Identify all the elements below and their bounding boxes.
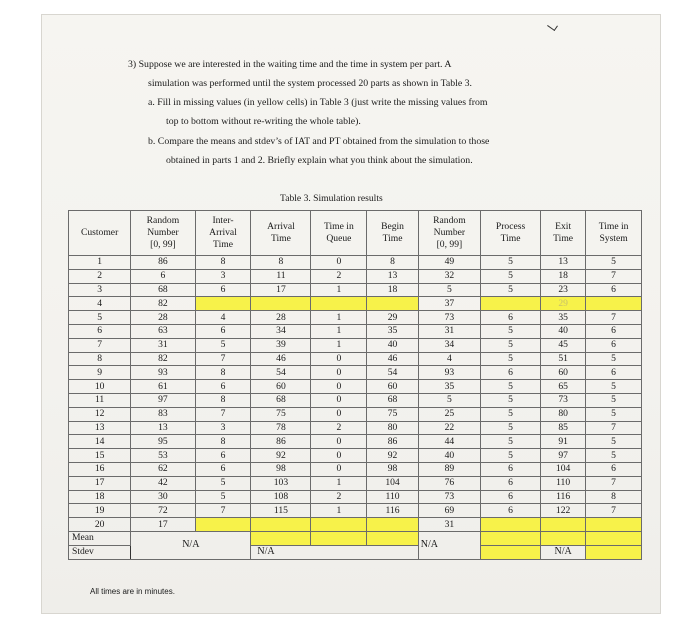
header-customer: Customer [69, 211, 131, 256]
cell-arrival[interactable] [251, 518, 311, 532]
cell-system: 5 [586, 393, 642, 407]
cell-random-iat: 62 [131, 462, 195, 476]
cell-system: 7 [586, 269, 642, 283]
table-row [69, 476, 642, 490]
cell-random-iat: 6 [131, 269, 195, 283]
cell-system: 6 [586, 324, 642, 338]
header-inter-arrival-time: Inter- Arrival Time [195, 211, 251, 256]
table-row [69, 421, 642, 435]
cell-begin: 68 [367, 393, 419, 407]
cell-customer: 3 [69, 283, 131, 297]
mean-exit[interactable] [541, 531, 586, 545]
cell-exit[interactable]: 29 [541, 297, 586, 311]
cell-queue: 0 [311, 407, 367, 421]
cell-system: 5 [586, 256, 642, 270]
cell-system: 5 [586, 449, 642, 463]
cell-inter-arrival: 7 [195, 504, 251, 518]
cell-random-iat: 82 [131, 297, 195, 311]
cell-random-pt: 5 [418, 393, 480, 407]
stdev-na-arrival: N/A [251, 545, 418, 559]
cell-random-iat: 61 [131, 380, 195, 394]
cell-queue: 0 [311, 462, 367, 476]
cell-random-pt: 69 [418, 504, 480, 518]
cell-begin: 80 [367, 421, 419, 435]
cell-begin: 13 [367, 269, 419, 283]
table-row [69, 380, 642, 394]
cell-customer: 17 [69, 476, 131, 490]
cell-system: 5 [586, 352, 642, 366]
cell-system[interactable] [586, 297, 642, 311]
cell-customer: 20 [69, 518, 131, 532]
simulation-results-table [68, 210, 642, 560]
cell-system: 5 [586, 407, 642, 421]
cell-customer: 18 [69, 490, 131, 504]
cell-process: 5 [481, 380, 541, 394]
cell-inter-arrival: 8 [195, 256, 251, 270]
table-row [69, 449, 642, 463]
cell-begin: 8 [367, 256, 419, 270]
mean-queue[interactable] [311, 531, 367, 545]
cell-random-pt: 31 [418, 324, 480, 338]
cell-exit: 60 [541, 366, 586, 380]
table-caption: Table 3. Simulation results [280, 193, 383, 204]
cell-queue: 1 [311, 504, 367, 518]
cell-begin: 104 [367, 476, 419, 490]
cell-customer: 13 [69, 421, 131, 435]
table-row [69, 490, 642, 504]
cell-customer: 8 [69, 352, 131, 366]
table-row [69, 435, 642, 449]
cell-arrival: 8 [251, 256, 311, 270]
cell-random-pt: 22 [418, 421, 480, 435]
cell-inter-arrival: 5 [195, 476, 251, 490]
mean-row [69, 531, 642, 545]
cell-arrival: 39 [251, 338, 311, 352]
cell-exit: 104 [541, 462, 586, 476]
cell-customer: 9 [69, 366, 131, 380]
cell-queue: 0 [311, 256, 367, 270]
cell-exit: 18 [541, 269, 586, 283]
cell-customer: 12 [69, 407, 131, 421]
cell-process: 5 [481, 449, 541, 463]
cell-begin: 46 [367, 352, 419, 366]
table-row [69, 256, 642, 270]
header-random-number-pt: Random Number [0, 99] [418, 211, 480, 256]
cell-inter-arrival: 7 [195, 352, 251, 366]
table-row [69, 352, 642, 366]
cell-queue[interactable] [311, 297, 367, 311]
cell-system: 7 [586, 311, 642, 325]
cell-arrival: 28 [251, 311, 311, 325]
mean-stdev-na-iat: N/A [131, 531, 251, 559]
cell-exit: 51 [541, 352, 586, 366]
cell-customer: 6 [69, 324, 131, 338]
cell-process: 5 [481, 421, 541, 435]
cell-queue: 1 [311, 311, 367, 325]
cell-random-pt: 76 [418, 476, 480, 490]
cell-random-iat: 42 [131, 476, 195, 490]
mean-process-time[interactable] [481, 531, 541, 545]
cell-inter-arrival: 7 [195, 407, 251, 421]
cell-queue: 0 [311, 393, 367, 407]
cell-random-pt: 44 [418, 435, 480, 449]
cell-system[interactable] [586, 518, 642, 532]
cell-queue: 2 [311, 269, 367, 283]
mean-label: Mean [69, 531, 131, 545]
cell-arrival: 34 [251, 324, 311, 338]
cell-random-iat: 86 [131, 256, 195, 270]
cell-exit: 65 [541, 380, 586, 394]
cell-begin: 116 [367, 504, 419, 518]
header-exit-time: Exit Time [541, 211, 586, 256]
cell-random-iat: 63 [131, 324, 195, 338]
cell-begin: 110 [367, 490, 419, 504]
cell-inter-arrival: 8 [195, 435, 251, 449]
question-line-1: 3) Suppose we are interested in the waiting time and the time in system per part. A [128, 59, 452, 70]
table-row [69, 407, 642, 421]
cell-random-pt: 5 [418, 283, 480, 297]
cell-begin: 75 [367, 407, 419, 421]
cell-random-iat: 95 [131, 435, 195, 449]
cell-exit: 23 [541, 283, 586, 297]
cell-queue: 2 [311, 421, 367, 435]
cell-process[interactable] [481, 297, 541, 311]
table-row [69, 311, 642, 325]
cell-inter-arrival: 3 [195, 269, 251, 283]
cell-random-iat: 83 [131, 407, 195, 421]
cell-system: 7 [586, 421, 642, 435]
cell-customer: 1 [69, 256, 131, 270]
stdev-na-exit: N/A [541, 545, 586, 559]
cell-begin: 92 [367, 449, 419, 463]
cell-begin[interactable] [367, 518, 419, 532]
cell-arrival: 11 [251, 269, 311, 283]
cell-inter-arrival[interactable] [195, 297, 251, 311]
cell-customer: 11 [69, 393, 131, 407]
cell-arrival: 92 [251, 449, 311, 463]
cell-queue: 1 [311, 476, 367, 490]
cell-process: 6 [481, 476, 541, 490]
cell-begin: 98 [367, 462, 419, 476]
cell-system: 5 [586, 380, 642, 394]
cell-begin[interactable] [367, 297, 419, 311]
cell-random-iat: 13 [131, 421, 195, 435]
cell-system: 7 [586, 476, 642, 490]
cell-system: 6 [586, 366, 642, 380]
cell-process: 5 [481, 256, 541, 270]
question-part-a: a. Fill in missing values (in yellow cells) in Table 3 (just write the missing values from [148, 97, 488, 108]
cell-queue: 1 [311, 283, 367, 297]
cell-customer: 15 [69, 449, 131, 463]
cell-inter-arrival: 3 [195, 421, 251, 435]
cell-random-iat: 31 [131, 338, 195, 352]
cell-random-pt: 73 [418, 311, 480, 325]
cell-customer: 14 [69, 435, 131, 449]
cell-process: 5 [481, 407, 541, 421]
table-row [69, 393, 642, 407]
cell-arrival: 98 [251, 462, 311, 476]
cell-process: 5 [481, 338, 541, 352]
cell-customer: 5 [69, 311, 131, 325]
cell-random-pt: 35 [418, 380, 480, 394]
header-begin-time: Begin Time [367, 211, 419, 256]
cell-begin: 60 [367, 380, 419, 394]
cell-random-pt: 49 [418, 256, 480, 270]
question-line-2: simulation was performed until the system processed 20 parts as shown in Table 3. [148, 78, 473, 89]
cell-random-pt: 4 [418, 352, 480, 366]
cell-random-pt: 93 [418, 366, 480, 380]
cell-inter-arrival: 4 [195, 311, 251, 325]
cell-random-iat: 68 [131, 283, 195, 297]
cell-queue: 1 [311, 324, 367, 338]
header-arrival-time: Arrival Time [251, 211, 311, 256]
cell-exit: 45 [541, 338, 586, 352]
cell-system: 6 [586, 338, 642, 352]
table-row [69, 518, 642, 532]
cell-inter-arrival: 6 [195, 380, 251, 394]
cell-random-iat: 53 [131, 449, 195, 463]
header-time-in-system: Time in System [586, 211, 642, 256]
cell-arrival: 78 [251, 421, 311, 435]
table-row [69, 297, 642, 311]
cell-process: 5 [481, 393, 541, 407]
cell-customer: 4 [69, 297, 131, 311]
cell-process: 5 [481, 283, 541, 297]
cell-random-iat: 30 [131, 490, 195, 504]
mean-arrival[interactable] [251, 531, 311, 545]
cell-arrival: 68 [251, 393, 311, 407]
footnote: All times are in minutes. [90, 587, 175, 596]
cell-begin: 18 [367, 283, 419, 297]
cell-queue: 0 [311, 449, 367, 463]
cell-exit: 85 [541, 421, 586, 435]
cell-exit[interactable] [541, 518, 586, 532]
cell-exit: 40 [541, 324, 586, 338]
cell-random-pt: 31 [418, 518, 480, 532]
cell-process: 6 [481, 490, 541, 504]
cell-arrival: 115 [251, 504, 311, 518]
cell-inter-arrival[interactable] [195, 518, 251, 532]
cell-random-pt: 37 [418, 297, 480, 311]
cell-queue: 1 [311, 338, 367, 352]
stdev-time-in-system[interactable] [586, 545, 642, 559]
paper-sheet [41, 14, 661, 614]
cell-exit: 122 [541, 504, 586, 518]
cell-random-iat: 97 [131, 393, 195, 407]
cell-system: 7 [586, 504, 642, 518]
table-row [69, 462, 642, 476]
cell-begin: 40 [367, 338, 419, 352]
cell-queue: 0 [311, 366, 367, 380]
cell-arrival: 86 [251, 435, 311, 449]
cell-customer: 7 [69, 338, 131, 352]
cell-arrival[interactable] [251, 297, 311, 311]
cell-random-pt: 32 [418, 269, 480, 283]
stdev-process-time[interactable] [481, 545, 541, 559]
cell-arrival: 54 [251, 366, 311, 380]
cell-arrival: 108 [251, 490, 311, 504]
cell-arrival: 17 [251, 283, 311, 297]
cell-begin: 54 [367, 366, 419, 380]
question-part-b: b. Compare the means and stdev’s of IAT and PT obtained from the simulation to those [148, 136, 490, 147]
cell-arrival: 75 [251, 407, 311, 421]
cell-random-iat: 17 [131, 518, 195, 532]
cell-inter-arrival: 5 [195, 338, 251, 352]
cell-process: 6 [481, 504, 541, 518]
cell-inter-arrival: 8 [195, 393, 251, 407]
cell-queue: 0 [311, 352, 367, 366]
table-row [69, 269, 642, 283]
cell-queue[interactable] [311, 518, 367, 532]
cell-exit: 73 [541, 393, 586, 407]
cell-begin: 35 [367, 324, 419, 338]
cell-exit: 91 [541, 435, 586, 449]
cell-process: 5 [481, 324, 541, 338]
cell-random-iat: 72 [131, 504, 195, 518]
cell-queue: 2 [311, 490, 367, 504]
table-row [69, 283, 642, 297]
cell-process: 5 [481, 435, 541, 449]
header-time-in-queue: Time in Queue [311, 211, 367, 256]
table-row [69, 338, 642, 352]
cell-inter-arrival: 6 [195, 462, 251, 476]
cell-process: 6 [481, 311, 541, 325]
header-process-time: Process Time [481, 211, 541, 256]
cell-customer: 19 [69, 504, 131, 518]
cell-process: 6 [481, 366, 541, 380]
cell-queue: 0 [311, 380, 367, 394]
cell-system: 6 [586, 283, 642, 297]
cell-arrival: 103 [251, 476, 311, 490]
cell-arrival: 60 [251, 380, 311, 394]
cell-random-iat: 28 [131, 311, 195, 325]
table-row [69, 366, 642, 380]
cell-customer: 10 [69, 380, 131, 394]
cell-random-pt: 73 [418, 490, 480, 504]
cell-system: 8 [586, 490, 642, 504]
cell-begin: 86 [367, 435, 419, 449]
cell-process: 5 [481, 269, 541, 283]
cell-system: 6 [586, 462, 642, 476]
cell-exit: 97 [541, 449, 586, 463]
question-part-b-cont: obtained in parts 1 and 2. Briefly explain what you think about the simulation. [166, 155, 473, 166]
cell-system: 5 [586, 435, 642, 449]
header-row [69, 211, 642, 256]
cell-random-pt: 34 [418, 338, 480, 352]
table-row [69, 504, 642, 518]
cell-process: 6 [481, 462, 541, 476]
mean-begin[interactable] [367, 531, 419, 545]
cell-random-iat: 82 [131, 352, 195, 366]
cell-exit: 110 [541, 476, 586, 490]
cell-random-pt: 25 [418, 407, 480, 421]
cell-exit: 13 [541, 256, 586, 270]
cell-inter-arrival: 6 [195, 283, 251, 297]
cell-inter-arrival: 6 [195, 324, 251, 338]
pen-tick-mark [547, 21, 558, 31]
stdev-label: Stdev [69, 545, 131, 559]
cell-inter-arrival: 8 [195, 366, 251, 380]
cell-exit: 35 [541, 311, 586, 325]
cell-exit: 116 [541, 490, 586, 504]
mean-time-in-system[interactable] [586, 531, 642, 545]
question-part-a-cont: top to bottom without re-writing the whole table). [166, 116, 361, 127]
cell-process[interactable] [481, 518, 541, 532]
cell-random-iat: 93 [131, 366, 195, 380]
cell-exit: 80 [541, 407, 586, 421]
cell-random-pt: 40 [418, 449, 480, 463]
cell-arrival: 46 [251, 352, 311, 366]
mean-stdev-na-pt-random: N/A [418, 531, 480, 559]
table-row [69, 324, 642, 338]
header-random-number-iat: Random Number [0, 99] [131, 211, 195, 256]
cell-queue: 0 [311, 435, 367, 449]
cell-inter-arrival: 6 [195, 449, 251, 463]
cell-customer: 2 [69, 269, 131, 283]
cell-inter-arrival: 5 [195, 490, 251, 504]
cell-process: 5 [481, 352, 541, 366]
cell-customer: 16 [69, 462, 131, 476]
cell-begin: 29 [367, 311, 419, 325]
cell-random-pt: 89 [418, 462, 480, 476]
